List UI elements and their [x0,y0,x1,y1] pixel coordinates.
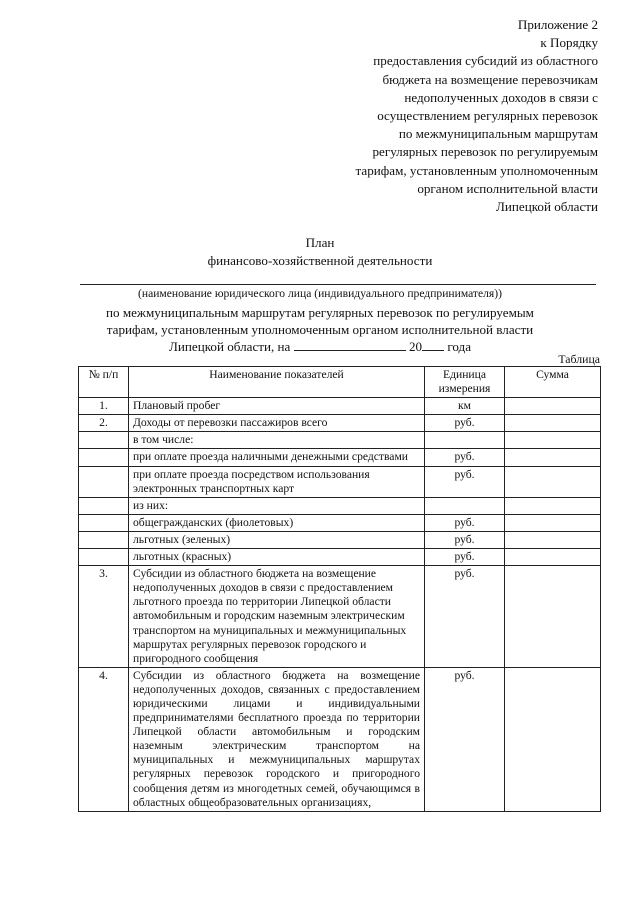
row-name: Доходы от перевозки пассажиров всего [129,415,425,432]
table-row [79,667,601,811]
row-unit: руб. [425,667,505,811]
row-unit: руб. [425,415,505,432]
table-row [79,415,601,432]
row-unit [425,432,505,449]
row-num [79,531,129,548]
row-sum [505,449,601,466]
row-sum [505,514,601,531]
document-title [0,234,640,270]
table-row [79,497,601,514]
row-unit [425,497,505,514]
row-num: 3. [79,566,129,668]
row-name: Субсидии из областного бюджета на возмещение недополученных доходов, связанных с предоставлением юридическими лицами и индивидуальными предпринимателями бесплатного проезда по территории Липецкой области автомобильным и городским наземным электрическим транспортом на муниципальных и межмуниципальных маршрутах регулярных перевозок городского и пригородного сообщения детям из многодетных семей, обучающимся в областных общеобразовательных организациях, [129,667,425,811]
plan-table [78,366,601,812]
table-row [79,566,601,668]
table-label: Таблица [558,352,600,366]
row-num [79,449,129,466]
appendix-line: недополученных доходов в связи с [404,89,598,105]
organization-name-blank [80,284,596,285]
route-line-3 [0,338,640,355]
table-row [79,531,601,548]
appendix-line: к Порядку [540,35,598,51]
year-prefix: 20 [408,339,423,354]
row-unit: руб. [425,514,505,531]
header-name: Наименование показателей [129,367,425,398]
header-sum: Сумма [505,367,601,398]
row-name: Субсидии из областного бюджета на возмещение недополученных доходов в связи с предоставлением льготного проезда по территории Липецкой области автомобильным и городским наземным электрическим транспортом на муниципальных и межмуниципальных маршрутах регулярных перевозок городского и пригородного сообщения [129,566,425,668]
table-row [79,549,601,566]
appendix-line: органом исполнительной власти [417,180,598,196]
row-unit: руб. [425,466,505,497]
row-unit: км [425,398,505,415]
row-name: из них: [129,497,425,514]
row-num [79,497,129,514]
row-sum [505,432,601,449]
row-name: льготных (красных) [129,549,425,566]
appendix-header [298,16,598,216]
header-unit: Единица измерения [425,367,505,398]
row-num: 4. [79,667,129,811]
row-unit: руб. [425,531,505,548]
row-name: общегражданских (фиолетовых) [129,514,425,531]
header-num: № п/п [79,367,129,398]
row-sum [505,667,601,811]
row-unit: руб. [425,449,505,466]
row-num [79,432,129,449]
row-num [79,549,129,566]
row-name: при оплате проезда наличными денежными средствами [129,449,425,466]
appendix-line: бюджета на возмещение перевозчикам [382,71,598,87]
appendix-line: по межмуниципальным маршрутам [398,126,598,142]
row-num: 2. [79,415,129,432]
route-line-2: тарифам, установленным уполномоченным органом исполнительной власти [106,322,534,337]
row-num: 1. [79,398,129,415]
route-line-3-suffix: года [447,339,471,354]
title-line-1: План [305,235,335,250]
row-sum [505,466,601,497]
organization-caption: (наименование юридического лица (индивидуального предпринимателя)) [138,287,502,300]
appendix-line: Приложение 2 [517,17,598,32]
row-sum [505,566,601,668]
table-row [79,432,601,449]
appendix-line: предоставления субсидий из областного [373,53,598,69]
row-name: льготных (зеленых) [129,531,425,548]
row-sum [505,531,601,548]
date-blank [294,338,406,351]
row-name: при оплате проезда посредством использования электронных транспортных карт [129,466,425,497]
row-sum [505,497,601,514]
appendix-line: Липецкой области [495,199,598,215]
appendix-line: тарифам, установленным уполномоченным [355,162,598,178]
row-num [79,514,129,531]
table-row [79,466,601,497]
table-header-row [79,367,601,398]
row-sum [505,398,601,415]
appendix-line: осуществлением регулярных перевозок [377,108,598,124]
row-sum [505,549,601,566]
table-row [79,514,601,531]
row-name: Плановый пробег [129,398,425,415]
appendix-line: регулярных перевозок по регулируемым [372,144,598,160]
row-num [79,466,129,497]
table-row [79,449,601,466]
row-unit: руб. [425,566,505,668]
route-line-1: по межмуниципальным маршрутам регулярных перевозок по регулируемым [106,305,534,320]
row-name: в том числе: [129,432,425,449]
route-description [0,304,640,355]
row-sum [505,415,601,432]
route-line-3-prefix: Липецкой области, на [169,339,291,354]
table-row [79,398,601,415]
year-blank [422,338,444,351]
row-unit: руб. [425,549,505,566]
title-line-2: финансово-хозяйственной деятельности [207,253,433,268]
